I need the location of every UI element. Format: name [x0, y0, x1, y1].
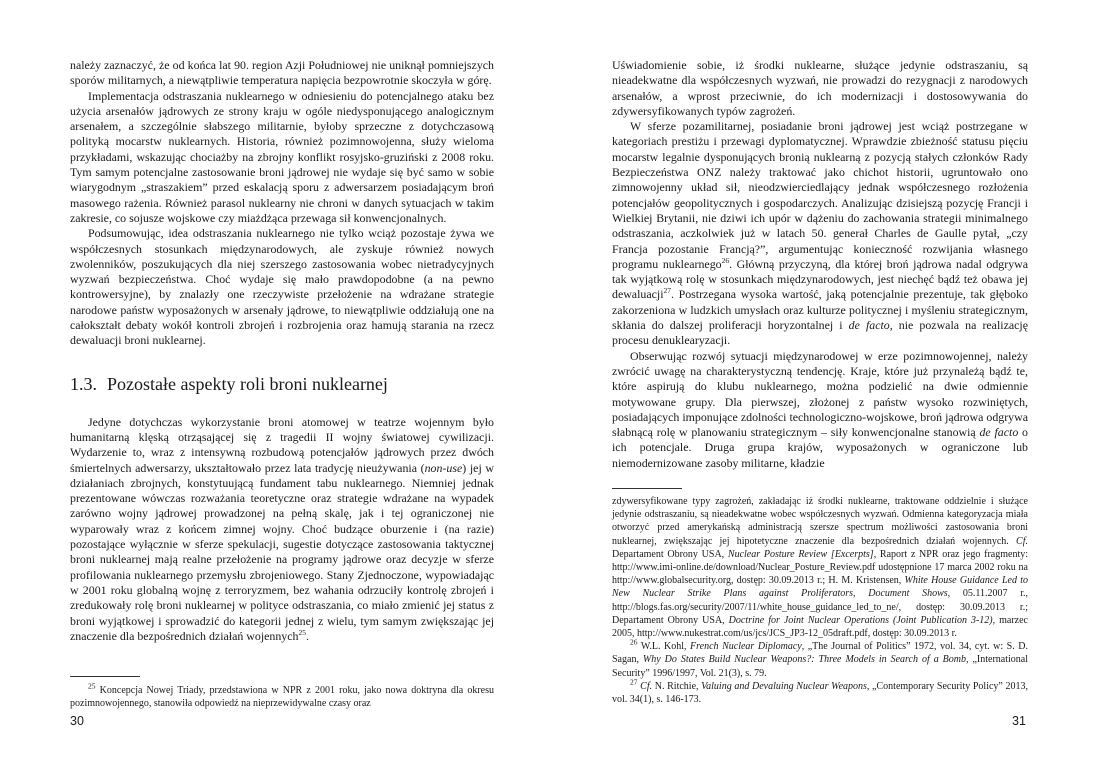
text-run: , „Contemporary Security Policy” 2013, vol. 34(1), s. 146-173. — [612, 680, 1029, 706]
left-paragraph-3: Podsumowując, idea odstraszania nuklearnego nie tylko wciąż pozostaje żywa we współczesnych stosunkach międzynarodowych, ale zyskuje również nowych zwolenników, poszukujących dla niej szerszego zastosowania wobec nietradycyjnych wyzwań bezpieczeństwa. Choć wydaje się mało prawdopodobne (a na pewno kontrowersyjne), by znalazły one rzeczywiste przełożenie na wdrażane strategie narodowe państw wyposażonych w arsenały jądrowe, to niewątpliwie oddziałują one na całokształt debaty wokół kontroli zbrojeń i rozbrojenia oraz hamują starania na rzecz dewaluacji broni nuklearnej. — [70, 226, 494, 348]
footnote-ref-26[interactable]: 26 — [721, 255, 730, 265]
footnote-number: 27 — [630, 677, 638, 687]
footnote-number: 26 — [630, 637, 638, 647]
footnote-text: Koncepcja Nowej Triady, przedstawiona w NPR z 2001 roku, jako nowa doktryna dla okresu pozimnowojennego, stanowiła odpowiedź na nieprzewidywalne czasy oraz — [70, 685, 495, 710]
right-paragraph-3 — [612, 349, 1028, 471]
italic-title: French Nuclear Diplomacy — [690, 641, 802, 653]
text-run: ) jej w działaniach zbrojnych, konstytuującą fundament tabu nuklearnego. Niemniej jednak prezentowane wówczas rozważania teoretyczne oraz strategie wdrażane na wypadek zarówno wojny jądrowej prowadzonej na pełną skalę, jak i tej ograniczonej nie wyparowały wraz z końcem zimnej wojny. Choć budzące oburzenie i (na razie) pozostające wyłącznie w sferze spekulacji, sugestie dotyczące zastosowania taktycznej broni nuklearnej mają realne przełożenie na programy jądrowe oraz decyzje w sferze profilowania nuklearnego przemysłu zbrojeniowego. Stany Zjednoczone, wypowiadając w 2001 roku globalną wojnę z terroryzmem, bez wahania odrzuciły kontrolę zbrojeń i zredukowały rolę broni nuklearnej w polityce odstraszania, co miało zmienić jej status z broni wyjątkowej i sprowadzić do kategorii jednej z wielu, tym samym zwiększając jej znaczenie dla bezpośrednich działań wojennych — [70, 460, 494, 643]
text-run: Obserwując rozwój sytuacji międzynarodowej w erze pozimnowojennej, należy zwrócić uwagę na charakterystyczną tendencję. Kraje, które już przynależą bądź te, które aspirują do klubu nuklearnego, można podzielić na dwie odmiennie motywowane grupy. Dla pierwszej, złożonej z państw wysoko rozwiniętych, posiadających imponujące zdolności technologiczno-wojskowe, broń jądrowa odgrywa słabnącą rolę w planowaniu strategicznym – siły konwencjonalne stanowią — [612, 348, 1028, 440]
right-footnotes — [612, 488, 1028, 706]
text-run: , „The Journal of Politics” 1972, vol. 34, cyt. w: S. D. Sagan, — [612, 641, 1028, 666]
italic-title: Nuclear Posture Review [Excerpts] — [727, 548, 874, 560]
footnote-ref-27[interactable]: 27 — [663, 286, 671, 296]
italic-term: non-use — [424, 460, 463, 475]
footnote-27 — [612, 677, 1029, 706]
italic-term: de facto — [979, 425, 1019, 440]
footnote-number: 25 — [88, 681, 96, 691]
text-run: . Główną przyczyną, dla której broń jądrowa nadal odgrywa tak wyjątkową rolę w stosunkach międzynarodowych, jest niechęć bądź też obawa jej dewaluacji — [612, 256, 1028, 302]
text-run: . Postrzegana wysoka wartość, jaką potencjalnie prezentuje, tak głęboko zakorzeniona w ludzkich umysłach oraz kulturze politycznej i myśleniu strategicznym, skłania do dalszej proliferacji horyzontalnej i — [612, 287, 1028, 333]
text-run: zdywersyfikowane typy zagrożeń, zakładając iż środki nuklearne, traktowane oddzielnie i służące jedynie odstraszaniu, są nieadekwatne wobec współczesnych wyzwań. Odmienna kategoryzacja miała otworzyć przed amerykańską administracją szersze spectrum możliwości zastosowania broni nuklearnej, zwiększając jej hipotetyczne znaczenie dla bezpośrednich działań wojennych. — [612, 496, 1028, 547]
footnote-25 — [70, 681, 495, 710]
text-run: , „International Security” 1996/1997, Vol. 21(3), s. 79. — [612, 654, 1028, 679]
footnote-rule — [70, 676, 140, 677]
text-run: o ich potencjale. Druga grupa krajów, wyposażonych w ograniczone lub niemodernizowane zasoby militarne, kładzie — [612, 425, 1028, 470]
italic-term: Cf. — [640, 680, 653, 692]
footnote-ref-25[interactable]: 25 — [298, 627, 306, 637]
left-paragraph-1: należy zaznaczyć, że od końca lat 90. region Azji Południowej nie uniknął pomniejszych sporów militarnych, a niewątpliwie temperatura napięcia bezpowrotnie skoczyła w górę. — [70, 58, 494, 88]
left-footnotes — [70, 681, 495, 710]
italic-term: Cf. — [1016, 535, 1028, 547]
right-paragraph-1: Uświadomienie sobie, iż środki nuklearne, służące jedynie odstraszaniu, są nieadekwatne dla współczesnych wyzwań, nie prowadzi do rezygnacji z narodowych arsenałów, a wprost przeciwnie, do ich modernizacji i dostosowywania do zdywersyfikowanych typów zagrożeń. — [612, 58, 1028, 118]
left-body — [70, 58, 494, 644]
italic-title: Why Do States Build Nuclear Weapons?: Three Models in Search of a Bomb — [642, 654, 966, 666]
italic-title: Valuing and Devaluing Nuclear Weapons — [701, 680, 867, 692]
right-body — [612, 58, 1028, 471]
italic-title: White House Guidance Led to New Nuclear Strike Plans against Proliferators, Document Shows — [612, 575, 1028, 600]
section-title: Pozostałe aspekty roli broni nuklearnej — [107, 373, 388, 394]
footnote-26 — [612, 637, 1028, 680]
text-run: N. Ritchie, — [652, 680, 702, 692]
left-paragraph-2: Implementacja odstraszania nuklearnego w odniesieniu do potencjalnego ataku bez użycia arsenałów jądrowych ze strony kraju w ogóle niedysponującego analogicznym arsenałem, a szczególnie słabszego militarnie, byłoby sprzeczne z dotychczasową polityką mocarstw nuklearnych. Historia, również pozimnowojenna, służy wieloma przykładami, wskazując chociażby na zbrojny konflikt rosyjsko-gruziński z 2008 roku. Tym samym potencjalne zastosowanie broni jądrowej nie wydaje się być samo w sobie wiarygodnym „straszakiem” przed eskalacją sporu z adwersarzem posiadającym broń masowego rażenia. Również parasol nuklearny nie chroni w danych sytuacjach w takim zakresie, co sojusze wojskowe czy miażdżąca przewaga sił konwencjonalnych. — [70, 88, 494, 225]
text-run: W.L. Kohl, — [640, 641, 691, 653]
italic-term: de facto — [848, 318, 890, 333]
text-run: , Raport z NPR oraz jego fragmenty: http://www.imi-online.de/download/Nuclear_Posture_Review.pdf udostępnione 17 marca 2002 roku na http://www.globalsecurity.org, dostęp: 30.09.2013 r.; H. M. Kristensen, — [612, 548, 1028, 587]
text-run: Jedyne dotychczas wykorzystanie broni atomowej w teatrze wojennym było humanitarną klęską otrząsającej się z tragedii II wojny światowej cywilizacji. Wydarzenie to, wraz z intensywną rozbudową potencjałów jądrowych przez dwóch śmiertelnych adwersarzy, ukształtowało przez lata tradycję nieużywania ( — [70, 414, 494, 475]
text-run: Departament Obrony USA, — [612, 548, 728, 560]
left-paragraph-4 — [70, 415, 494, 644]
text-run: , nie pozwala na realizację procesu denuklearyzacji. — [612, 318, 1028, 348]
text-run: W sferze pozamilitarnej, posiadanie broni jądrowej jest wciąż postrzegane w kategoriach prestiżu i przewagi dyplomatycznej. Wprawdzie zbieżność statusu pięciu mocarstw legalnie dysponujących bronią nuklearną z pozycją stałych członków Rady Bezpieczeństwa ONZ należy traktować jako chichot historii, ugruntowało ono zimnowojenny układ sił, nieodzwierciedlający jednak współczesnego rozłożenia potencjałów geopolitycznych i gospodarczych. Analizując dzisiejszą pozycję Francji i Wielkiej Brytanii, nie dziwi ich upór w dążeniu do zachowania strategii minimalnego odstraszania, aczkolwiek już w latach 50. generał Charles de Gaulle pytał, „czy Francja pozostanie Francją?”, argumentując konieczność rozwijania własnego programu nuklearnego — [612, 119, 1028, 271]
section-number: 1.3. — [70, 373, 97, 394]
footnote-rule — [612, 488, 682, 489]
text-run: , marzec 2005, http://www.nukestrat.com/us/jcs/JCS_JP3-12_05draft.pdf, dostęp: 30.09.2013 r. — [612, 614, 1028, 640]
footnote-25-continued — [612, 495, 1028, 640]
page-number-right: 31 — [1012, 714, 1026, 728]
section-heading — [70, 373, 494, 395]
right-paragraph-2 — [612, 119, 1028, 348]
text-run: , 05.11.2007 r., http://blogs.fas.org/security/2007/11/white_house_guidance_led_to_ne/, dostęp: 30.09.2013 r.; Departament Obrony USA, — [612, 588, 1028, 626]
italic-title: Doctrine for Joint Nuclear Operations (Joint Publication 3-12) — [728, 614, 993, 626]
page-number-left: 30 — [70, 714, 84, 728]
text-run: . — [305, 628, 309, 643]
